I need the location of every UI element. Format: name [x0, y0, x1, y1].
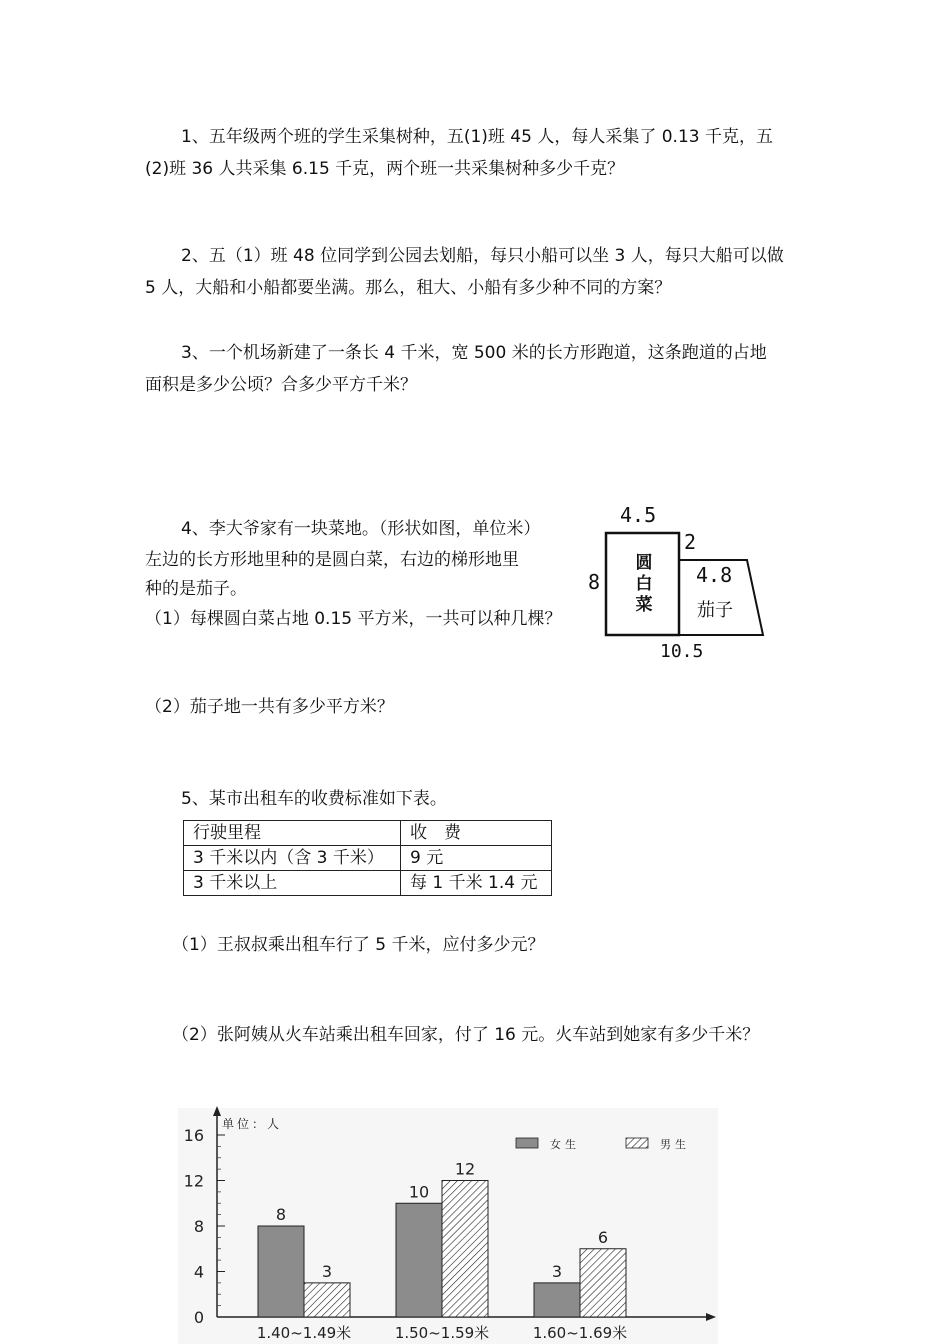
q4-line3: 种的是茄子。	[145, 579, 247, 599]
q4-line2: 左边的长方形地里种的是圆白菜，右边的梯形地里	[145, 550, 519, 570]
q3-line1: 3、一个机场新建了一条长 4 千米，宽 500 米的长方形跑道，这条跑道的占地	[181, 343, 767, 363]
label-top-width: 4.5	[620, 503, 657, 527]
q2-line2: 5 人，大船和小船都要坐满。那么，租大、小船有多少种不同的方案？	[145, 278, 672, 298]
fare-header-distance: 行驶里程	[184, 821, 401, 846]
q1-line2: (2)班 36 人共采集 6.15 千克，两个班一共采集树种多少千克？	[145, 159, 625, 179]
bar	[442, 1181, 488, 1318]
cabbage-label	[634, 553, 654, 616]
q3-line2: 面积是多少公顷？合多少平方千米？	[145, 375, 417, 395]
x-category-label: 1.40~1.49米	[256, 1324, 352, 1342]
bar	[580, 1249, 626, 1317]
x-category-label: 1.60~1.69米	[532, 1324, 628, 1342]
fare-table	[183, 820, 552, 896]
unit-label: 单位：人	[222, 1117, 283, 1131]
bar-value-label: 3	[321, 1261, 333, 1281]
height-bar-chart	[170, 1100, 730, 1344]
q1-line1: 1、五年级两个班的学生采集树种，五(1)班 45 人，每人采集了 0.13 千克，五	[181, 127, 773, 147]
bar-value-label: 3	[551, 1261, 563, 1281]
bar-value-label: 10	[408, 1182, 430, 1202]
q4-sub1: （1）每棵圆白菜占地 0.15 平方米，一共可以种几棵？	[145, 609, 562, 629]
bar	[304, 1283, 350, 1317]
table-row	[184, 871, 552, 896]
fare-cell: 每 1 千米 1.4 元	[401, 871, 552, 896]
fare-header-fee: 收 费	[401, 821, 552, 846]
x-category-label: 1.50~1.59米	[394, 1324, 490, 1342]
y-tick-label: 0	[193, 1308, 204, 1327]
fare-cell: 9 元	[401, 846, 552, 871]
q2-line1: 2、五（1）班 48 位同学到公园去划船，每只小船可以坐 3 人，每只大船可以做	[181, 246, 784, 266]
fare-cell: 3 千米以内（含 3 千米）	[184, 846, 401, 871]
y-tick-label: 8	[193, 1217, 204, 1236]
q5-sub1: （1）王叔叔乘出租车行了 5 千米，应付多少元？	[172, 935, 545, 955]
table-row	[184, 846, 552, 871]
q4-sub2: （2）茄子地一共有多少平方米？	[145, 697, 394, 717]
bar-value-label: 6	[597, 1227, 609, 1247]
y-tick-label: 4	[193, 1262, 204, 1282]
bar	[396, 1203, 442, 1317]
bar	[534, 1283, 580, 1317]
q5-sub2: （2）张阿姨从火车站乘出租车回家，付了 16 元。火车站到她家有多少千米？	[172, 1025, 760, 1045]
bar-value-label: 8	[275, 1205, 287, 1224]
fare-cell: 3 千米以上	[184, 871, 401, 896]
q5-intro: 5、某市出租车的收费标准如下表。	[181, 789, 447, 809]
cabbage-label-char: 白	[635, 574, 653, 594]
legend-swatch	[626, 1138, 648, 1148]
bar	[258, 1226, 304, 1317]
label-trap-height: 4.8	[696, 563, 733, 587]
label-gap: 2	[684, 530, 697, 554]
bar-value-label: 12	[454, 1159, 476, 1179]
legend-swatch	[516, 1138, 538, 1148]
y-tick-label: 16	[183, 1126, 204, 1145]
cabbage-label-char: 圆	[635, 553, 653, 573]
cabbage-label-char: 菜	[635, 595, 653, 615]
label-height: 8	[588, 570, 601, 594]
eggplant-label: 茄子	[697, 600, 733, 621]
legend-label: 男生	[660, 1138, 690, 1151]
q4-line1: 4、李大爷家有一块菜地。（形状如图，单位米）	[181, 519, 541, 539]
y-tick-label: 12	[183, 1171, 204, 1191]
label-bottom: 10.5	[660, 641, 704, 662]
fare-table-header	[184, 821, 552, 846]
legend-label: 女生	[550, 1138, 580, 1151]
